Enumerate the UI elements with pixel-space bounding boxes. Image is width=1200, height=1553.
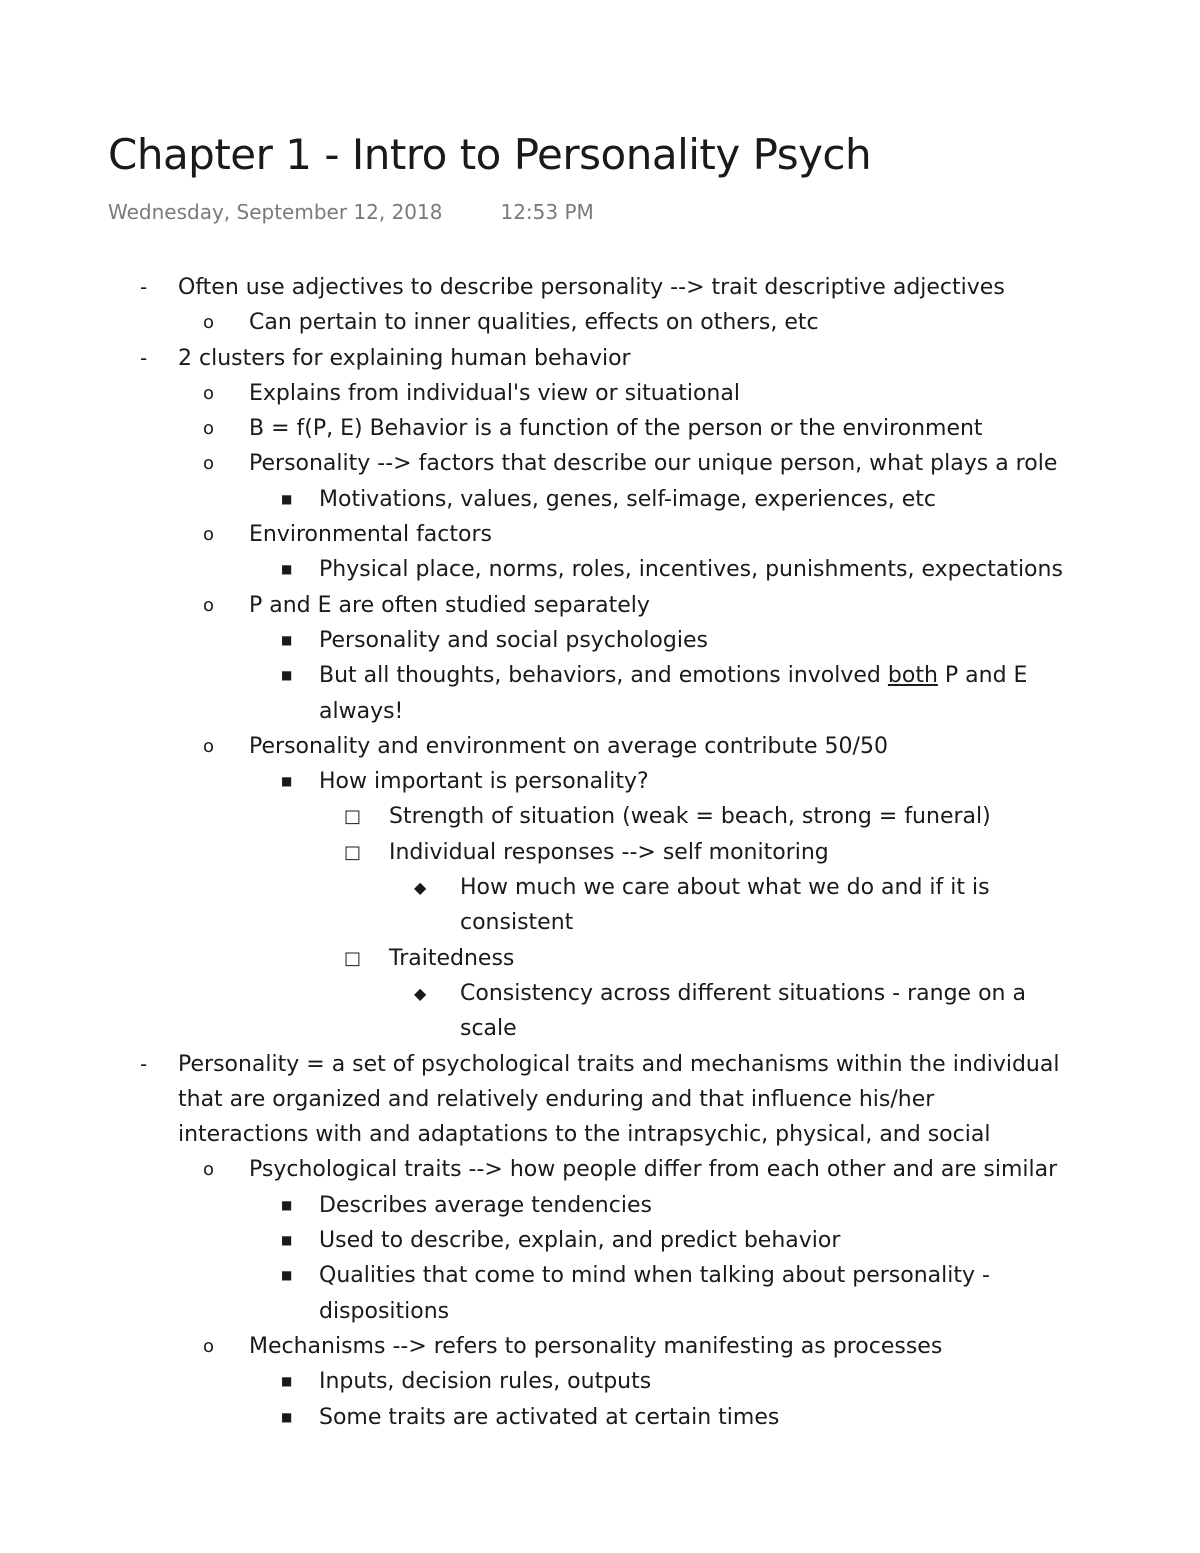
- list-item: [0, 1329, 1200, 1364]
- text-run: But all thoughts, behaviors, and emotions involved: [319, 663, 888, 689]
- list-item-text: dispositions: [319, 1298, 450, 1324]
- list-item-text: Some traits are activated at certain times: [319, 1404, 780, 1430]
- list-item: [0, 270, 1200, 305]
- circle-bullet-icon: o: [203, 418, 215, 440]
- list-item-text: How important is personality?: [319, 769, 649, 795]
- note-timestamp: [108, 200, 594, 224]
- list-item-text: Often use adjectives to describe personality --> trait descriptive adjectives: [178, 275, 1005, 300]
- list-item: [0, 1364, 1200, 1399]
- list-item: [0, 1152, 1200, 1187]
- list-item-text: Can pertain to inner qualities, effects on others, etc: [249, 310, 819, 336]
- square-bullet-icon: ■: [281, 1374, 293, 1389]
- box-bullet-icon: □: [344, 806, 362, 828]
- circle-bullet-icon: o: [203, 735, 215, 757]
- dash-bullet-icon: -: [140, 1051, 148, 1076]
- square-bullet-icon: ■: [281, 1268, 293, 1283]
- list-item: [0, 764, 1200, 799]
- list-item-continuation: [0, 905, 1200, 940]
- list-item-text: B = f(P, E) Behavior is a function of the person or the environment: [249, 416, 983, 442]
- list-item: [0, 658, 1200, 693]
- dash-bullet-icon: -: [140, 345, 148, 370]
- circle-bullet-icon: o: [203, 1159, 215, 1181]
- list-item-text: Traitedness: [389, 945, 515, 971]
- square-bullet-icon: ■: [281, 562, 293, 577]
- dash-bullet-icon: -: [140, 275, 148, 299]
- note-date: Wednesday, September 12, 2018: [108, 200, 443, 224]
- list-item-text: Environmental factors: [249, 522, 492, 548]
- list-item-continuation: [0, 694, 1200, 729]
- list-item-text: Individual responses --> self monitoring: [389, 839, 829, 865]
- list-item-text: Consistency across different situations - range on a: [460, 980, 1026, 1006]
- square-bullet-icon: ■: [281, 1233, 293, 1248]
- list-item-text: that are organized and relatively enduring and that influence his/her: [178, 1086, 935, 1112]
- circle-bullet-icon: o: [203, 1335, 215, 1357]
- list-item-text: Personality --> factors that describe our unique person, what plays a role: [249, 451, 1058, 477]
- list-item-text: Personality and environment on average contribute 50/50: [249, 733, 888, 759]
- diamond-bullet-icon: ◆: [414, 878, 427, 898]
- square-bullet-icon: ■: [281, 1409, 293, 1424]
- page-title: Chapter 1 - Intro to Personality Psych: [108, 130, 872, 179]
- list-item: [0, 799, 1200, 834]
- list-item-continuation: [0, 1011, 1200, 1046]
- list-item: [0, 1400, 1200, 1435]
- list-item: [0, 1258, 1200, 1293]
- list-item-continuation: [0, 1294, 1200, 1329]
- list-item: [0, 305, 1200, 340]
- square-bullet-icon: ■: [281, 774, 293, 789]
- list-item: [0, 1188, 1200, 1223]
- list-item-text: Psychological traits --> how people differ from each other and are similar: [249, 1157, 1058, 1183]
- list-item: [0, 588, 1200, 623]
- list-item-text: How much we care about what we do and if it is: [460, 875, 990, 901]
- list-item-text: interactions with and adaptations to the intrapsychic, physical, and social: [178, 1122, 991, 1148]
- text-run: P and E: [937, 663, 1028, 689]
- box-bullet-icon: □: [344, 947, 362, 969]
- list-item-text: scale: [460, 1016, 517, 1042]
- list-item: [0, 1223, 1200, 1258]
- list-item-text: 2 clusters for explaining human behavior: [178, 345, 631, 371]
- notes-list: [0, 270, 1200, 1435]
- list-item-text: Physical place, norms, roles, incentives, punishments, expectations: [319, 557, 1063, 583]
- list-item: [0, 623, 1200, 658]
- list-item: [0, 341, 1200, 376]
- note-time: 12:53 PM: [500, 200, 594, 224]
- list-item-text: Personality and social psychologies: [319, 627, 708, 653]
- square-bullet-icon: ■: [281, 668, 293, 683]
- list-item: [0, 835, 1200, 870]
- list-item: [0, 552, 1200, 587]
- list-item-text: Qualities that come to mind when talking about personality -: [319, 1263, 990, 1289]
- list-item: [0, 729, 1200, 764]
- list-item: [0, 376, 1200, 411]
- circle-bullet-icon: o: [203, 594, 215, 616]
- square-bullet-icon: ■: [281, 632, 293, 647]
- list-item-text: Explains from individual's view or situational: [249, 380, 740, 406]
- box-bullet-icon: □: [344, 841, 362, 863]
- list-item-text: Used to describe, explain, and predict behavior: [319, 1228, 841, 1254]
- list-item: [0, 446, 1200, 481]
- list-item-continuation: [0, 1082, 1200, 1117]
- list-item-text: Mechanisms --> refers to personality manifesting as processes: [249, 1333, 943, 1359]
- square-bullet-icon: ■: [281, 1197, 293, 1212]
- list-item-text: Describes average tendencies: [319, 1192, 652, 1218]
- circle-bullet-icon: o: [203, 312, 215, 334]
- list-item: [0, 870, 1200, 905]
- list-item-text: [319, 658, 1027, 693]
- square-bullet-icon: ■: [281, 491, 293, 506]
- list-item-text: always!: [319, 698, 404, 724]
- list-item-text: P and E are often studied separately: [249, 592, 650, 618]
- list-item-continuation: [0, 1117, 1200, 1152]
- list-item: [0, 941, 1200, 976]
- list-item-text: Motivations, values, genes, self-image, experiences, etc: [319, 486, 936, 512]
- diamond-bullet-icon: ◆: [414, 983, 427, 1003]
- list-item-text: consistent: [460, 910, 574, 936]
- list-item: [0, 517, 1200, 552]
- underlined-word: both: [887, 663, 938, 689]
- list-item-text: Personality = a set of psychological traits and mechanisms within the individual: [178, 1051, 1060, 1077]
- circle-bullet-icon: o: [203, 382, 215, 404]
- list-item: [0, 976, 1200, 1011]
- list-item: [0, 1047, 1200, 1082]
- list-item-text: Inputs, decision rules, outputs: [319, 1369, 652, 1395]
- list-item-text: Strength of situation (weak = beach, strong = funeral): [389, 804, 991, 830]
- circle-bullet-icon: o: [203, 453, 215, 475]
- circle-bullet-icon: o: [203, 524, 215, 546]
- list-item: [0, 411, 1200, 446]
- list-item: [0, 482, 1200, 517]
